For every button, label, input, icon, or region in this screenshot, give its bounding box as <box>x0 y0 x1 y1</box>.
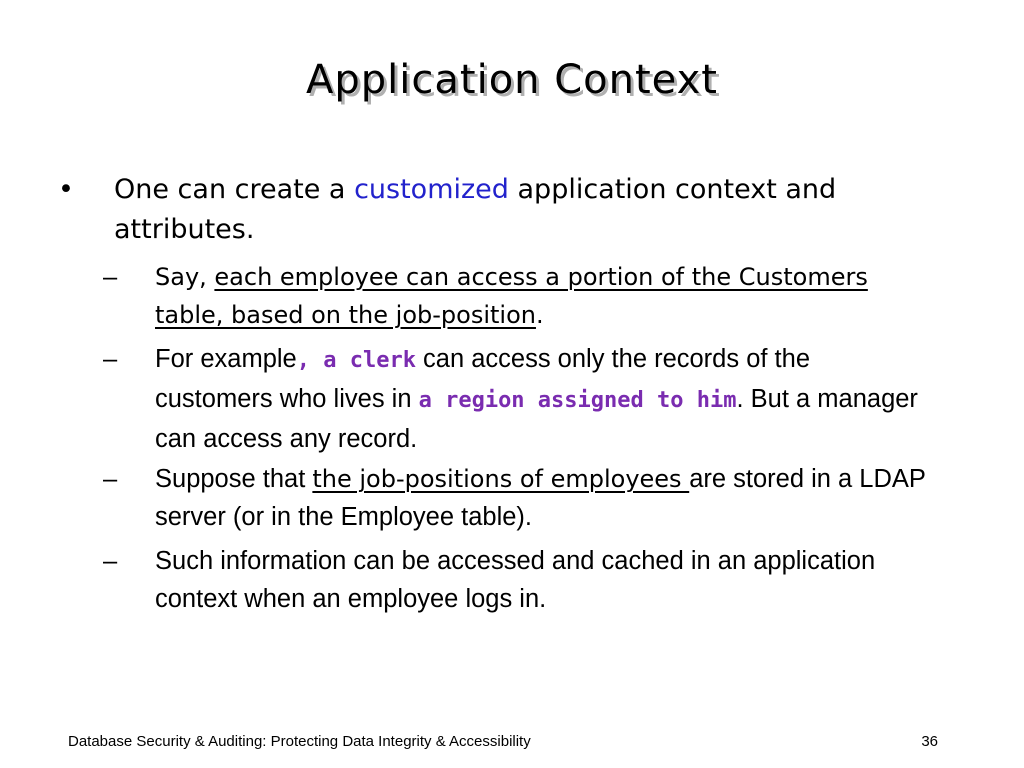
sub-bullet-suffix: are stored in a LDAP server (or in the Employee table). <box>155 465 926 531</box>
sub-bullet-marker: – <box>103 263 118 291</box>
sub-bullet-part: . But a manager can access any record. <box>155 385 918 453</box>
footer-course-title: Database Security & Auditing: Protecting Data Integrity & Accessibility <box>68 733 531 750</box>
sub-bullet-cached <box>103 542 933 618</box>
bullet-text <box>114 170 958 250</box>
sub-bullet-marker: – <box>103 547 118 575</box>
sub-bullet-text <box>155 258 933 334</box>
highlight-clerk: , a clerk <box>296 348 416 373</box>
sub-bullet-part: can access only the records of the customers who lives in <box>155 345 810 413</box>
sub-bullet-prefix: Say, <box>155 263 215 291</box>
footer-page-number: 36 <box>921 733 938 750</box>
bullet-marker: • <box>58 174 74 205</box>
sub-bullet-example <box>103 340 933 458</box>
sub-bullet-marker: – <box>103 345 118 373</box>
sub-bullet-text <box>155 340 933 458</box>
sub-bullet-say <box>103 258 933 334</box>
sub-bullet-marker: – <box>103 465 118 493</box>
underlined-phrase: the job-positions of employees <box>312 465 690 493</box>
bullet-text-part: application context and attributes. <box>114 174 837 245</box>
sub-bullet-text <box>155 460 933 536</box>
sub-bullet-suffix: . <box>535 301 544 329</box>
underlined-phrase: each employee can access a portion of the Customers table, based on the job-position <box>155 263 868 329</box>
bullet-text-part: One can create a <box>114 174 355 205</box>
slide-title: Application Context <box>306 57 718 103</box>
sub-bullet-suppose <box>103 460 933 536</box>
sub-bullet-part: For example <box>155 345 297 373</box>
sub-bullet-prefix: Suppose that <box>155 465 313 493</box>
highlight-customized: customized <box>354 174 509 205</box>
bullet-customized-context <box>58 170 958 250</box>
sub-bullet-text: Such information can be accessed and cached in an application context when an employee logs in. <box>155 547 876 613</box>
highlight-region: a region assigned to him <box>418 388 737 413</box>
